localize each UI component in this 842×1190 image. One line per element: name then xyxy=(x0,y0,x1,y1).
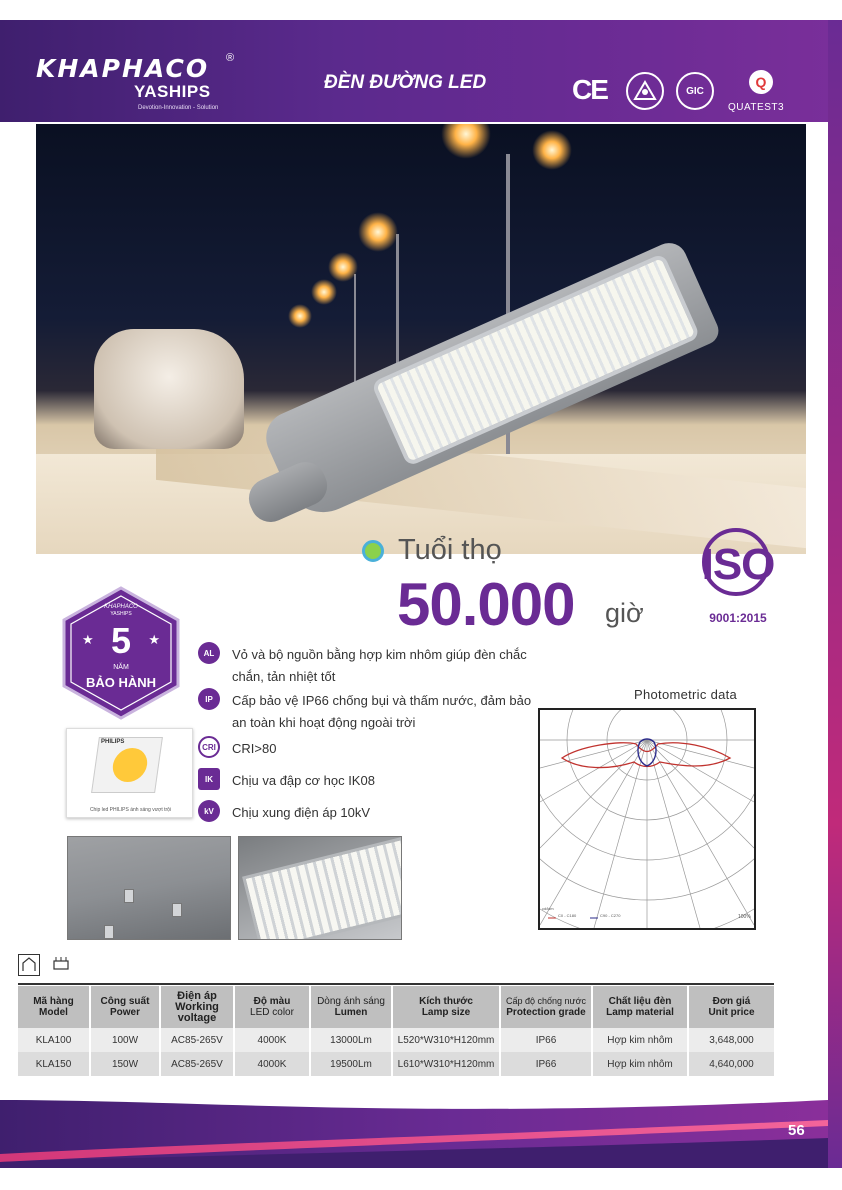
header-lumen: Dòng ánh sáng Lumen xyxy=(310,986,392,1028)
feature-text: Vỏ và bộ nguồn bằng hợp kim nhôm giúp đèn chắc chắn, tản nhiệt tốt xyxy=(232,647,527,684)
street-light-glow xyxy=(288,304,312,328)
cell-lumen: 19500Lm xyxy=(310,1052,392,1076)
street-light-glow xyxy=(532,130,572,170)
quatest-logo-icon: Q xyxy=(749,70,773,94)
feature-text: CRI>80 xyxy=(232,741,277,756)
warranty-year-label: NĂM xyxy=(113,664,129,671)
lifetime-icon xyxy=(362,540,384,562)
cell-power: 150W xyxy=(90,1052,160,1076)
iso-logo: ISO xyxy=(701,540,775,589)
cell-color: 4000K xyxy=(234,1052,310,1076)
bolt xyxy=(124,889,134,903)
brand-sub: YASHIPS xyxy=(134,82,211,101)
header-color: Độ màu LED color xyxy=(234,986,310,1028)
feature-item xyxy=(198,800,538,824)
feature-item xyxy=(198,688,538,736)
spec-table xyxy=(18,986,774,1076)
feature-item xyxy=(198,736,538,760)
warranty-brand: KHAPHACO xyxy=(104,604,138,610)
bolt xyxy=(104,925,114,939)
right-edge-band xyxy=(828,20,842,1168)
cell-material: Hợp kim nhôm xyxy=(592,1028,688,1052)
table-row xyxy=(18,1052,774,1076)
warranty-badge xyxy=(60,586,182,720)
cell-size: L520*W310*H120mm xyxy=(392,1028,500,1052)
quatest-label: QUATEST3 xyxy=(728,102,785,113)
registered-mark: ® xyxy=(226,52,235,64)
cell-voltage: AC85-265V xyxy=(160,1028,234,1052)
percent-label: 100% xyxy=(738,914,751,920)
cell-power: 100W xyxy=(90,1028,160,1052)
header-protection: Cấp độ chống nước Protection grade xyxy=(500,986,592,1028)
chip-caption: Chip led PHILIPS ánh sáng vượt trội xyxy=(89,807,172,813)
table-header-row xyxy=(18,986,774,1028)
header-price: Đơn giá Unit price xyxy=(688,986,774,1028)
led-array xyxy=(242,836,402,940)
aluminium-shield-icon: AL xyxy=(198,642,220,664)
lifetime-unit: giờ xyxy=(605,598,644,628)
street-light-glow xyxy=(311,279,337,305)
header-power: Công suất Power xyxy=(90,986,160,1028)
cell-color: 4000K xyxy=(234,1028,310,1052)
ip66-shield-icon: IP xyxy=(198,688,220,710)
impact-icon: IK xyxy=(198,768,220,790)
header-model: Mã hàng Model xyxy=(18,986,90,1028)
ce-mark-icon: CE xyxy=(572,74,607,105)
cri-icon: CRI xyxy=(198,736,220,758)
surge-icon: kV xyxy=(198,800,220,822)
page-title: ĐÈN ĐƯỜNG LED xyxy=(324,72,487,93)
legend-c90: C90 - C270 xyxy=(600,913,621,918)
header-material: Chất liệu đèn Lamp material xyxy=(592,986,688,1028)
brand-name: KHAPHACO xyxy=(36,54,210,83)
street-light-glow xyxy=(441,124,491,159)
led-panel-detail-photo xyxy=(238,836,402,940)
feature-item xyxy=(198,642,538,690)
table-row xyxy=(18,1028,774,1052)
lifetime-label: Tuổi thọ xyxy=(398,534,502,566)
footer-graphic xyxy=(0,1080,828,1168)
warranty-years: 5 xyxy=(110,620,132,661)
star-icon: ★ xyxy=(82,632,94,647)
cell-price: 3,648,000 xyxy=(688,1028,774,1052)
table-top-rule xyxy=(18,983,774,985)
cell-material: Hợp kim nhôm xyxy=(592,1052,688,1076)
street-light-glow xyxy=(358,212,398,252)
feature-text: Chịu xung điện áp 10kV xyxy=(232,805,371,820)
feature-item xyxy=(198,768,538,792)
warranty-brand-sub: YASHIPS xyxy=(110,611,132,617)
hero-street-photo xyxy=(36,124,806,554)
chip-board xyxy=(91,737,163,793)
chip-phosphor xyxy=(111,748,150,782)
cell-protection: IP66 xyxy=(500,1052,592,1076)
street-light-glow xyxy=(328,252,358,282)
star-icon: ★ xyxy=(148,632,160,647)
bolt xyxy=(172,903,182,917)
lamp-mount-detail-photo xyxy=(67,836,231,940)
warranty-label: BẢO HÀNH xyxy=(85,675,157,690)
page-number: 56 xyxy=(788,1122,805,1139)
lifetime-value: 50.000 xyxy=(397,571,575,638)
install-icons xyxy=(18,953,78,980)
header-voltage: Điện áp Working voltage xyxy=(160,986,234,1028)
feature-text: Chịu va đập cơ học IK08 xyxy=(232,773,375,788)
feature-text: Cấp bảo vệ IP66 chống bụi và thấm nước, đảm bảo an toàn khi hoạt động ngoài trời xyxy=(232,693,532,730)
photometric-diagram xyxy=(538,708,756,930)
cell-protection: IP66 xyxy=(500,1028,592,1052)
footer-wave xyxy=(0,1080,828,1168)
tcvn-cert-icon xyxy=(626,72,664,110)
chip-brand: PHILIPS xyxy=(101,739,125,745)
header-banner xyxy=(0,20,842,122)
legend-c0: C0 - C180 xyxy=(558,913,577,918)
photometric-title: Photometric data xyxy=(634,687,738,702)
gic-cert-icon: GIC xyxy=(676,72,714,110)
brand-logo xyxy=(36,54,246,124)
polar-plot xyxy=(540,710,754,928)
cell-model: KLA150 xyxy=(18,1052,90,1076)
cell-voltage: AC85-265V xyxy=(160,1052,234,1076)
iso-standard: 9001:2015 xyxy=(709,611,767,625)
cell-price: 4,640,000 xyxy=(688,1052,774,1076)
cell-lumen: 13000Lm xyxy=(310,1028,392,1052)
header-size: Kích thước Lamp size xyxy=(392,986,500,1028)
outdoor-install-icon xyxy=(18,954,40,976)
brand-tagline: Devotion-Innovation - Solution xyxy=(138,105,219,111)
led-chip-image xyxy=(66,728,193,818)
unit-label: cd/klm xyxy=(542,906,554,911)
cell-model: KLA100 xyxy=(18,1028,90,1052)
heat-sink-icon xyxy=(50,953,72,975)
cell-size: L610*W310*H120mm xyxy=(392,1052,500,1076)
